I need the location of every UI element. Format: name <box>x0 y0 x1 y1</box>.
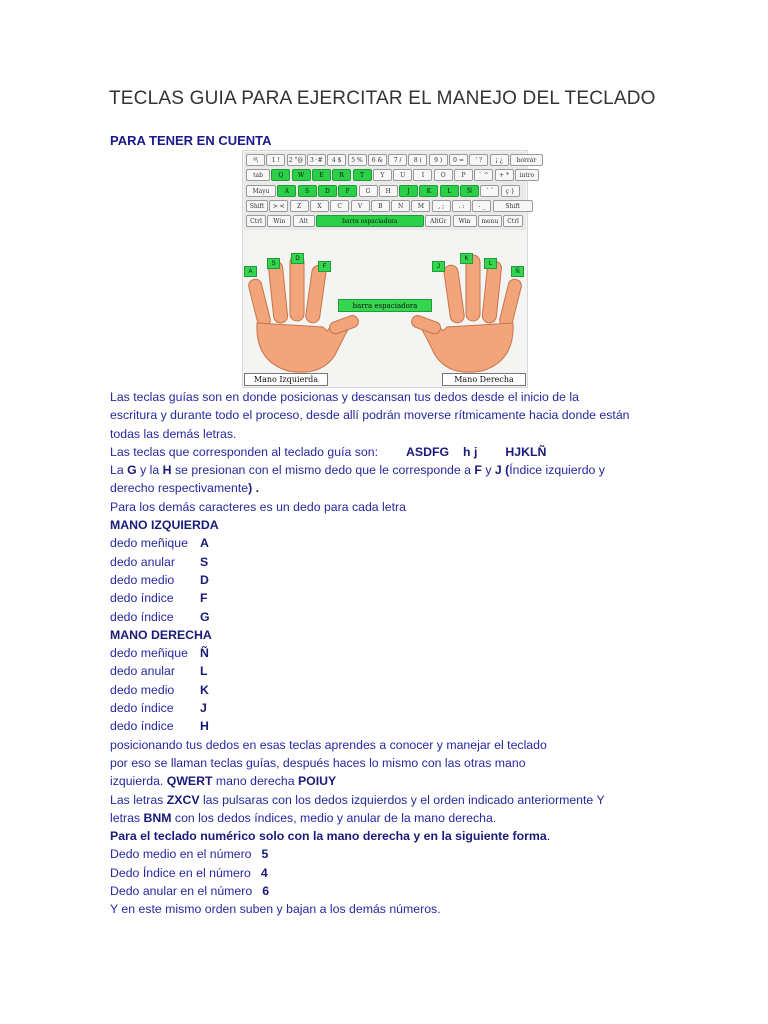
paragraph-line: Para los demás caracteres es un dedo para cada letra <box>110 499 406 514</box>
left-middle <box>290 255 304 321</box>
finger-line <box>110 681 710 699</box>
keyboard-key: 5 % <box>348 154 367 166</box>
keyboard-key: - _ <box>472 200 491 212</box>
keyboard-key: H <box>379 185 398 197</box>
keyboard-key: N <box>391 200 410 212</box>
paragraph-line <box>110 479 710 497</box>
text-fragment: Las letras <box>110 792 167 807</box>
text-fragment: izquierda. <box>110 774 167 789</box>
keyboard-key: C <box>330 200 349 212</box>
finger-name: dedo índice <box>110 701 174 716</box>
numeric-label: Dedo Índice en el número <box>110 865 251 880</box>
finger-key-right-j: J <box>432 261 445 272</box>
keyboard-key: 1 ! <box>266 154 285 166</box>
page-title: TECLAS GUIA PARA EJERCITAR EL MANEJO DEL TECLADO <box>109 88 656 109</box>
paragraph-line <box>110 791 710 809</box>
key-f: F <box>474 463 482 478</box>
keyboard-key: borrar <box>510 154 543 166</box>
right-middle <box>466 255 480 321</box>
guide-keys-left: ASDFG <box>405 444 450 459</box>
keyboard-key: Ctrl <box>246 215 266 227</box>
finger-line <box>110 608 710 626</box>
right-hand-finger-list <box>110 644 710 735</box>
finger-name: dedo índice <box>110 609 174 624</box>
key-h: H <box>162 463 172 478</box>
finger-name: dedo anular <box>110 664 175 679</box>
finger-key: J <box>200 701 207 716</box>
numeric-key: 4 <box>260 865 268 880</box>
text-fragment: letras <box>110 810 144 825</box>
right-hand-caption: Mano Derecha <box>442 373 526 386</box>
text-fragment: mano derecha <box>212 774 298 789</box>
finger-line <box>110 571 710 589</box>
numeric-key: 6 <box>262 884 270 899</box>
keyboard-key: G <box>359 185 378 197</box>
keyboard-key: ` ^ <box>474 169 493 181</box>
keyboard-key: > < <box>269 200 288 212</box>
keys-qwert: QWERT <box>166 774 213 789</box>
keyboard-key: K <box>419 185 438 197</box>
finger-line <box>110 662 710 680</box>
keyboard-key: A <box>277 185 296 197</box>
keyboard-key: Y <box>373 169 392 181</box>
finger-key-right-l: L <box>484 258 497 269</box>
key-g: G <box>127 463 137 478</box>
keyboard-key: L <box>440 185 459 197</box>
keyboard-key: 2 "@ <box>287 154 306 166</box>
finger-line <box>110 644 710 662</box>
keyboard-key: B <box>371 200 390 212</box>
keyboard-key: W <box>292 169 311 181</box>
keyboard-key: ´ ¨ <box>480 185 499 197</box>
keyboard-key: ç } <box>501 185 520 197</box>
numeric-heading <box>110 827 710 845</box>
finger-name: dedo anular <box>110 554 175 569</box>
guide-keys-hj: h j <box>463 444 478 459</box>
paragraph-line: Y en este mismo orden suben y bajan a los demás números. <box>110 902 441 917</box>
keyboard-key: Win <box>267 215 291 227</box>
paragraph-line <box>110 809 710 827</box>
keyboard-key: X <box>310 200 329 212</box>
text-fragment: y la <box>136 463 163 478</box>
keyboard-key: O <box>434 169 453 181</box>
keyboard-key: AltGr <box>425 215 451 227</box>
finger-key: F <box>200 591 208 606</box>
keyboard-key: Win <box>453 215 477 227</box>
numeric-key: 5 <box>261 847 269 862</box>
numeric-line <box>110 864 710 882</box>
right-pinky <box>498 278 522 328</box>
text-fragment: con los dedos índices, medio y anular de la mano derecha. <box>171 810 497 825</box>
finger-key: G <box>200 609 210 624</box>
keyboard-key: Q <box>271 169 290 181</box>
guide-keys-text: Las teclas que corresponden al teclado guía son: <box>110 444 378 459</box>
finger-key-right-k: K <box>460 253 473 264</box>
numeric-line <box>110 882 710 900</box>
keyboard-key: Z <box>290 200 309 212</box>
finger-key-left-f: F <box>318 261 331 272</box>
text-fragment: y <box>481 463 495 478</box>
finger-key: H <box>200 719 209 734</box>
keyboard-key: V <box>351 200 370 212</box>
paragraph-line: por eso se llaman teclas guías, después haces lo mismo con las otras mano <box>110 755 526 770</box>
paragraph-line: Las teclas guías son en donde posicionas y descansan tus dedos desde el inicio de la <box>110 390 579 404</box>
keyboard-key: R <box>332 169 351 181</box>
key-j: J <box>494 463 502 478</box>
keys-bnm: BNM <box>143 810 172 825</box>
finger-name: dedo meñique <box>110 536 188 551</box>
keyboard-key: menu <box>478 215 502 227</box>
left-pinky <box>247 278 271 328</box>
finger-name: dedo índice <box>110 591 174 606</box>
keyboard-key: Ñ <box>460 185 479 197</box>
numeric-label: Dedo anular en el número <box>110 884 253 899</box>
finger-line <box>110 699 710 717</box>
keyboard-hands-illustration <box>242 150 537 388</box>
finger-key: S <box>200 554 209 569</box>
right-hand-heading: MANO DERECHA <box>110 627 212 642</box>
keyboard-key: 7 / <box>388 154 407 166</box>
finger-line <box>110 717 710 735</box>
space-bar-label: barra espaciadora <box>338 299 432 312</box>
section-heading: PARA TENER EN CUENTA <box>110 133 272 148</box>
keyboard-key: ¡ ¿ <box>490 154 509 166</box>
numeric-line <box>110 845 710 863</box>
finger-line <box>110 534 710 552</box>
left-hand-finger-list <box>110 534 710 625</box>
paragraph-line: escritura y durante todo el proceso, desde allí podrán moverse rítmicamente hacia donde están <box>110 408 630 423</box>
finger-name: dedo índice <box>110 719 174 734</box>
paragraph-line <box>110 772 710 790</box>
keyboard-key: M <box>411 200 430 212</box>
finger-name: dedo meñique <box>110 646 188 661</box>
keyboard-key: Ctrl <box>503 215 523 227</box>
keyboard-key: I <box>413 169 432 181</box>
left-hand-heading: MANO IZQUIERDA <box>110 518 219 533</box>
keyboard-key: 3 ·# <box>307 154 326 166</box>
finger-name: dedo medio <box>110 572 175 587</box>
finger-key: Ñ <box>200 646 209 661</box>
finger-key-left-s: S <box>267 258 280 269</box>
keyboard-key: T <box>353 169 372 181</box>
finger-key: D <box>200 572 209 587</box>
keyboard-key: . : <box>452 200 471 212</box>
keyboard-key: Alt <box>293 215 315 227</box>
keyboard-key: 8 ( <box>408 154 427 166</box>
paragraph-line <box>110 461 710 479</box>
keyboard-key: U <box>393 169 412 181</box>
keyboard-key: D <box>318 185 337 197</box>
text-fragment: se presionan con el mismo dedo que le corresponde a <box>171 463 475 478</box>
guide-keys-line <box>110 443 710 461</box>
text-fragment: Índice izquierdo y <box>509 463 605 478</box>
keyboard-key: Shift <box>246 200 268 212</box>
left-index <box>305 264 327 323</box>
keys-poiuy: POIUY <box>297 774 337 789</box>
finger-line <box>110 589 710 607</box>
keyboard-key: 0 = <box>449 154 468 166</box>
keyboard-key: + * <box>495 169 514 181</box>
keyboard-key: intro <box>515 169 539 181</box>
keyboard-key: Mayu <box>246 185 276 197</box>
finger-line <box>110 553 710 571</box>
paragraph-line: todas las demás letras. <box>110 426 237 441</box>
keyboard-key: barra espaciadora <box>316 215 424 227</box>
finger-key: K <box>200 682 209 697</box>
body-text <box>110 388 710 919</box>
numeric-label: Dedo medio en el número <box>110 847 252 862</box>
keyboard-key: 9 ) <box>429 154 448 166</box>
text-fragment: las pulsaras con los dedos izquierdos y el orden indicado anteriormente Y <box>199 792 605 807</box>
keyboard-key: º\ <box>246 154 265 166</box>
numeric-heading-text: Para el teclado numérico solo con la mano derecha y en la siguiente forma <box>110 829 547 844</box>
keyboard-key: S <box>298 185 317 197</box>
keyboard-diagram <box>244 152 537 230</box>
text-fragment: ( <box>501 463 510 478</box>
numeric-finger-list <box>110 845 710 900</box>
text-fragment: derecho respectivamente <box>110 481 249 496</box>
right-index <box>443 264 465 323</box>
finger-key-left-a: A <box>244 266 257 277</box>
finger-key: L <box>200 664 208 679</box>
paragraph-line: posicionando tus dedos en esas teclas aprendes a conocer y manejar el teclado <box>110 737 547 752</box>
finger-key-right-enie: Ñ <box>511 266 524 277</box>
right-ring <box>482 260 502 323</box>
keyboard-key: ' ? <box>469 154 488 166</box>
keyboard-key: tab <box>246 169 270 181</box>
keyboard-key: F <box>338 185 357 197</box>
keyboard-key: , ; <box>432 200 451 212</box>
finger-key: A <box>200 536 209 551</box>
finger-name: dedo medio <box>110 682 175 697</box>
text-fragment: . <box>546 829 551 844</box>
keys-zxcv: ZXCV <box>166 792 200 807</box>
keyboard-key: 4 $ <box>327 154 346 166</box>
left-hand-caption: Mano Izquierda <box>244 373 328 386</box>
keyboard-key: J <box>399 185 418 197</box>
finger-key-left-d: D <box>291 253 304 264</box>
keyboard-key: P <box>454 169 473 181</box>
left-ring <box>268 260 288 323</box>
guide-keys-right: HJKLÑ <box>505 444 547 459</box>
text-fragment: La <box>110 463 128 478</box>
keyboard-key: E <box>312 169 331 181</box>
keyboard-key: Shift <box>493 200 533 212</box>
text-fragment: ) . <box>248 481 260 496</box>
keyboard-key: 6 & <box>368 154 387 166</box>
